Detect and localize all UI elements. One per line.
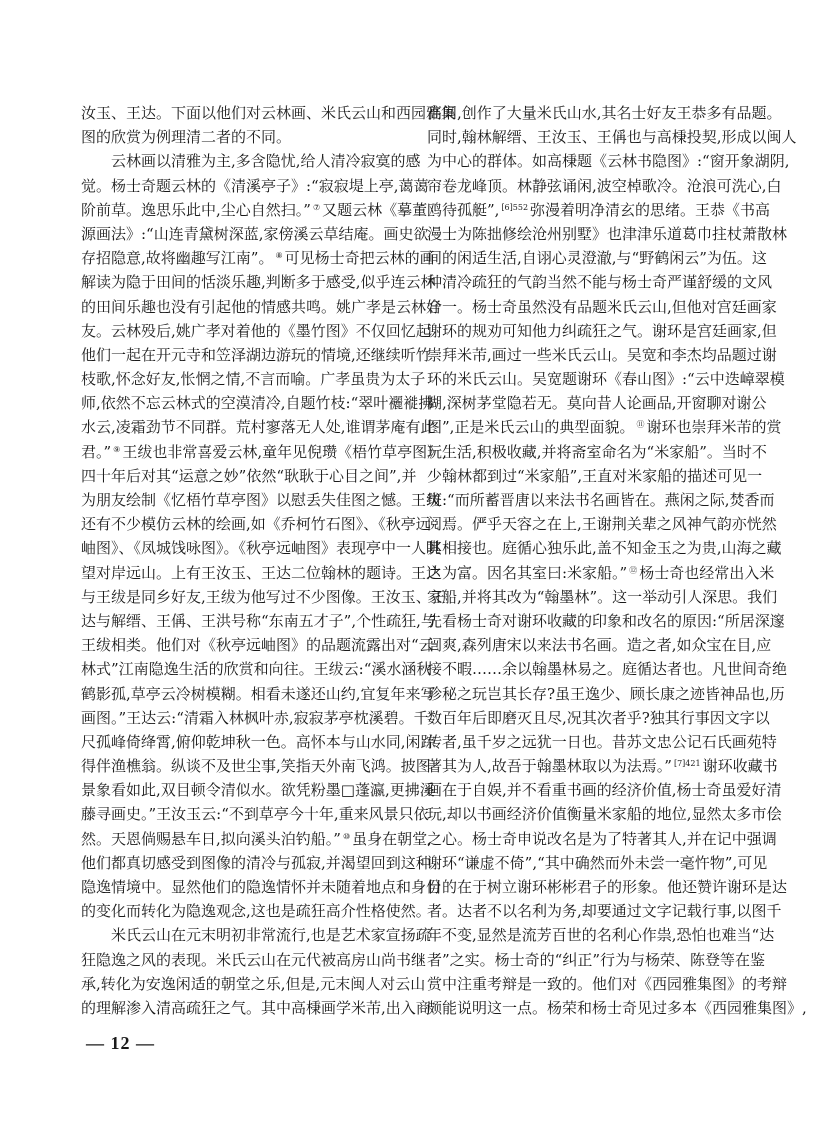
text-line: 间的闲适生活,自诩心灵澄澈,与“野鹤闲云”为伍。这 <box>427 249 767 268</box>
text-line <box>427 561 775 585</box>
footnote-reference: [7]421 <box>673 759 701 769</box>
text-line: 隐逸情境中。显然他们的隐逸情怀并未随着地点和身份 <box>81 878 442 896</box>
text-line: 者。达者不以名利为务,却要通过文字记载行事,以图千 <box>427 902 782 921</box>
text-line <box>81 246 435 270</box>
text-line: 少翰林都到过“米家船”,王直对米家船的描述可见一 <box>427 466 763 485</box>
text-line: 他们一起在开元寺和笠泽湖边游玩的情境,还继续听竹 <box>81 345 431 364</box>
text-line: 漫士为陈拙修绘沧州别墅》也津津乐道葛巾拄杖萧散林 <box>427 224 788 243</box>
text-line: 接不暇……余以翰墨林易之。庭循达者也。凡世间奇绝 <box>427 660 788 679</box>
text-line: 玩,却以书画经济价值衡量米家船的地位,显然太多市侩 <box>427 805 782 824</box>
text-line: 鹤影孤,草亭云冷树模糊。相看未遂还山约,宜复年来写 <box>81 684 436 703</box>
text-line: 云林画以清雅为主,多含隐忧,给人清冷寂寞的感 <box>111 152 421 171</box>
text-line: 帘卷龙峰顶。林静弦诵闲,波空棹歌冷。沧浪可洗心,白 <box>427 176 782 195</box>
text-line: 他们都真切感受到图像的清冷与孤寂,并渴望回到这种 <box>81 853 431 872</box>
text-line: 林式”江南隐逸生活的欣赏和向往。王绂云:“溪水涵秋 <box>81 660 432 679</box>
footnote-reference: ⑨ <box>113 444 121 454</box>
text-line: 合一。杨士奇虽然没有品题米氏云山,但他对宫廷画家 <box>427 297 777 316</box>
text-line: 景象看如此,双目顿令清似水。欲凭粉墨□蓬瀛,更拂溪 <box>81 781 435 800</box>
text-line: 与王绂是同乡好友,王绂为他写过不少图像。王汝玉、王 <box>81 587 446 606</box>
text-line: 达与解缙、王偁、王洪号称“东南五才子”,个性疏狂,与 <box>81 611 436 630</box>
text-line: 家船,并将其改为“翰墨林”。这一举动引人深思。我们 <box>427 587 778 606</box>
text-segment: 又题云林《摹董 <box>322 200 428 219</box>
text-segment: 弥漫着明净清玄的思绪。王恭《书高 <box>530 200 771 219</box>
text-line: 汝玉、王达。下面以他们对云林画、米氏云山和西园雅集 <box>81 104 457 122</box>
text-line: 玩生活,积极收藏,并将斋室命名为“米家船”。当时不 <box>427 442 767 461</box>
text-line: 谢环的规劝可知他力纠疏狂之气。谢环是宫廷画家,但 <box>427 321 777 340</box>
text-line: 崇拜米芾,画过一些米氏云山。吴宽和李杰均品题过谢 <box>427 345 777 364</box>
text-segment: 可见杨士奇把云林的画 <box>284 249 435 268</box>
text-segment: 谢环收藏书 <box>702 757 778 776</box>
text-line: 者”之实。杨士奇的“纠正”行为与杨荣、陈登等在鉴 <box>427 950 766 969</box>
text-line: 斑:“而所蓄晋唐以来法书名画皆在。燕闲之际,焚香而 <box>427 491 775 509</box>
text-segment: 存招隐意,故将幽趣写江南”。 <box>81 249 274 268</box>
text-segment: 鸥待孤艇”, <box>427 200 500 219</box>
text-line: 狂隐逸之风的表现。米氏云山在元代被高房山尚书继 <box>81 950 427 969</box>
text-line: 先看杨士奇对谢环收藏的印象和改名的原因:“所居深邃 <box>427 611 785 630</box>
text-line <box>81 198 428 222</box>
text-line: 闿爽,森列唐宋以来法书名画。造之者,如众宝在目,应 <box>427 636 772 655</box>
text-line: 阅焉。俨乎天容之在上,王谢荆关辈之风神气韵亦恍然 <box>427 515 777 534</box>
text-line: 为朋友绘制《忆梧竹草亭图》以慰丢失佳图之憾。王绂 <box>81 491 442 509</box>
footnote-reference: ⑫ <box>629 565 638 575</box>
text-line: 画在于自娱,并不看重书画的经济价值,杨士奇虽爱好清 <box>427 781 782 800</box>
text-line: 其相接也。庭循心独乐此,盖不知金玉之为贵,山海之藏 <box>427 539 782 558</box>
text-line: 水云,凌霜劲节不同群。荒村寥落无人处,谁谓茅庵有此 <box>81 418 436 437</box>
text-line: 藤寻画史。”王汝玉云:“不到草亭今十年,重来风景只依 <box>81 805 429 824</box>
text-line: 得伴渔樵翁。纵谈不及世尘事,笑指天外南飞鸿。披图 <box>81 757 431 776</box>
text-segment: 杨士奇也经常出入米 <box>639 563 775 582</box>
page-number: — 12 — <box>86 1033 155 1053</box>
text-line: 望对岸远山。上有王汝玉、王达二位翰林的题诗。王达 <box>81 563 442 582</box>
text-segment: 君。” <box>81 442 112 461</box>
text-line: 目的在于树立谢环彬彬君子的形象。他还赞许谢环是达 <box>427 878 788 896</box>
text-segment: 虽身在朝堂, <box>352 829 432 848</box>
text-line: 尺孤峰倚绛霄,俯仰乾坤秋一色。高怀本与山水同,闲踪 <box>81 732 436 751</box>
text-line: 珍秘之玩岂其长存?虽王逸少、顾长康之迹皆神品也,历 <box>427 684 785 703</box>
text-line: 赏中注重考辩是一致的。他们对《西园雅集图》的考辩 <box>427 974 788 993</box>
right-column <box>427 101 807 1020</box>
text-line <box>427 198 771 222</box>
text-line: 数百年后即磨灭且尽,况其次者乎?独其行事因文字以 <box>427 708 770 727</box>
text-segment: 之为富。因名其室曰:米家船。” <box>427 563 628 582</box>
text-segment: 著其为人,故吾于翰墨林取以为法焉。” <box>427 757 672 776</box>
text-line: 高间,创作了大量米氏山水,其名士好友王恭多有品题。 <box>427 104 782 122</box>
text-line: 之心。杨士奇申说改名是为了特著其人,并在记中强调 <box>427 829 777 848</box>
text-segment: 王绂也非常喜爱云林,童年见倪瓒《梧竹草亭图》, <box>122 442 447 461</box>
text-line: 的理解渗入清高疏狂之气。其中高棅画学米芾,出入商 <box>81 998 431 1017</box>
left-column <box>81 101 457 1020</box>
text-line: 图的欣赏为例理清二者的不同。 <box>81 128 292 147</box>
text-line: 谢环“谦虚不倚”,“其中确然而外未尝一毫忤物”,可见 <box>427 853 768 872</box>
text-line: 传者,虽千岁之远犹一日也。昔苏文忠公记石氏画苑特 <box>427 732 777 751</box>
text-line: 种清冷疏狂的气韵当然不能与杨士奇严谨舒缓的文风 <box>427 273 773 292</box>
footnote-reference: ⑧ <box>275 251 283 261</box>
text-line <box>427 754 778 778</box>
text-line: 的田间乐趣也没有引起他的情感共鸣。姚广孝是云林好 <box>81 297 442 316</box>
text-line: 糊,深树茅堂隐若无。莫向昔人论画品,开窗聊对谢公 <box>427 394 767 413</box>
text-line: 的变化而转化为隐逸观念,这也是疏狂高介性格使然。 <box>81 902 431 921</box>
text-line: 年不变,显然是流芳百世的名利心作祟,恐怕也难当“达 <box>427 926 775 945</box>
text-segment: 阶前草。逸思乐此中,尘心自然扫。” <box>81 200 311 219</box>
text-line <box>81 827 432 851</box>
text-line: 源画法》:“山连青黛树深蓝,家傍溪云草结庵。画史欲 <box>81 224 429 243</box>
text-line: 为中心的群体。如高棅题《云林书隐图》:“窗开象湖阴, <box>427 152 790 171</box>
text-segment: 图”,正是米氏云山的典型面貌。 <box>427 418 635 437</box>
text-line <box>427 415 782 439</box>
text-line: 解读为隐于田间的恬淡乐趣,判断多于感受,似乎连云林 <box>81 273 436 292</box>
text-line: 承,转化为安逸闲适的朝堂之乐,但是,元末闽人对云山 <box>81 974 426 993</box>
text-line: 岫图》、《凤城饯咏图》。《秋亭远岫图》表现亭中一人眺 <box>81 539 442 558</box>
text-line: 同时,翰林解缙、王汝玉、王偁也与高棅投契,形成以闽人 <box>427 128 797 147</box>
text-line: 枝歌,怀念好友,怅惘之情,不言而喻。广孝虽贵为太子 <box>81 370 426 389</box>
text-line: 米氏云山在元末明初非常流行,也是艺术家宣扬疏 <box>111 926 431 945</box>
text-line: 颇能说明这一点。杨荣和杨士奇见过多本《西园雅集图》, <box>427 998 807 1017</box>
footnote-reference: ⑪ <box>636 420 645 430</box>
text-line: 王绂相类。他们对《秋亭远岫图》的品题流露出对“云 <box>81 636 434 655</box>
text-line: 画图。”王达云:“清霜入林枫叶赤,寂寂茅亭枕溪碧。千 <box>81 708 429 727</box>
text-segment: 然。天恩倘赐悬车日,拟向溪头泊钓船。” <box>81 829 341 848</box>
text-segment: 谢环也崇拜米芾的赏 <box>646 418 782 437</box>
text-line: 友。云林殁后,姚广孝对着他的《墨竹图》不仅回忆起 <box>81 321 431 340</box>
text-line: 觉。杨士奇题云林的《清溪亭子》:“寂寂堤上亭,蔼蔼 <box>81 176 429 195</box>
text-line: 师,依然不忘云林式的空漠清冷,自题竹枝:“翠叶襹褷拂 <box>81 394 434 413</box>
text-line: 四十年后对其“运意之妙”依然“耿耿于心目之间”,并 <box>81 466 417 485</box>
footnote-reference: [6]552 <box>501 202 529 212</box>
footnote-reference: ⑩ <box>342 831 351 841</box>
text-line: 还有不少模仿云林的绘画,如《乔柯竹石图》、《秋亭远 <box>81 515 431 534</box>
text-line <box>81 440 447 464</box>
text-line: 环的米氏云山。吴宽题谢环《春山图》:“云中迭嶂翠模 <box>427 370 785 389</box>
footnote-reference: ⑦ <box>312 202 321 212</box>
